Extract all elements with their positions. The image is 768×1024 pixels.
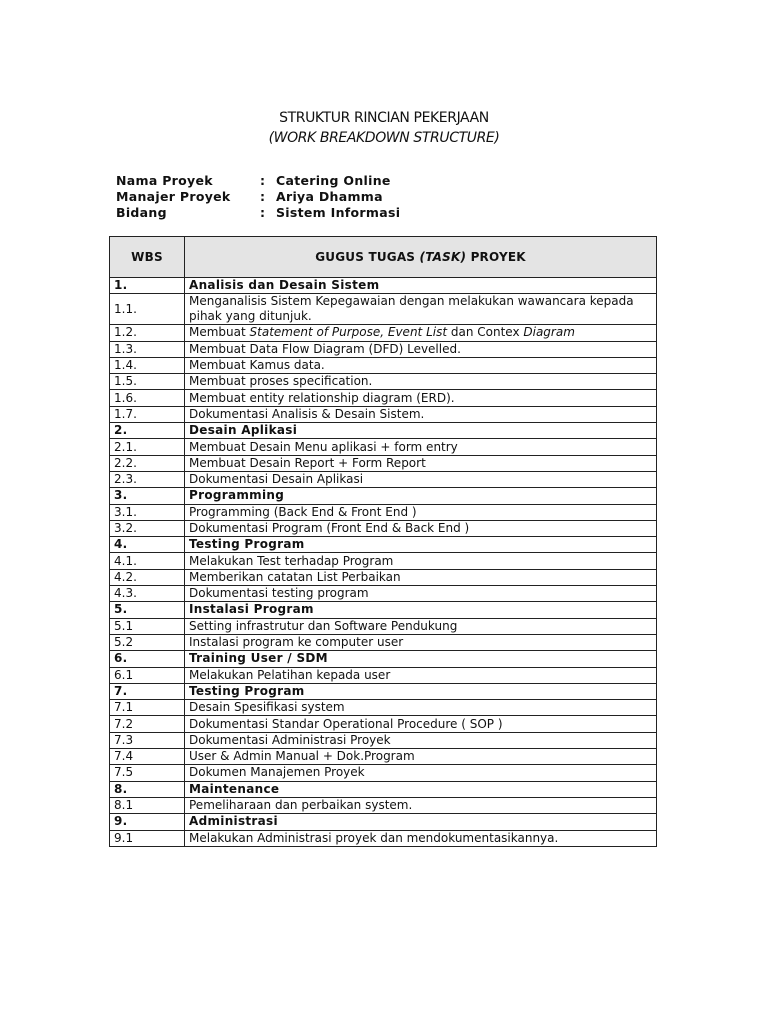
info-value: Ariya Dhamma [276, 189, 383, 204]
task-text: Membuat [189, 325, 250, 340]
info-row-project-name [116, 173, 400, 189]
column-header-wbs: WBS [110, 237, 185, 278]
task-name: Melakukan Administrasi proyek dan mendokumentasikannya. [185, 830, 657, 846]
table-row [110, 341, 657, 357]
info-label: Manajer Proyek [116, 189, 231, 204]
table-row [110, 700, 657, 716]
wbs-code: 1.2. [110, 325, 185, 341]
task-name: Instalasi Program [185, 602, 657, 618]
wbs-code: 8. [110, 781, 185, 797]
table-row [110, 406, 657, 422]
task-text-italic: Diagram [523, 325, 575, 340]
task-name: Dokumentasi testing program [185, 586, 657, 602]
wbs-code: 1.3. [110, 341, 185, 357]
task-name [185, 325, 657, 341]
document-title: STRUKTUR RINCIAN PEKERJAAN [279, 110, 489, 126]
task-name: Dokumentasi Analisis & Desain Sistem. [185, 406, 657, 422]
table-row-group [110, 781, 657, 797]
task-name: Membuat Data Flow Diagram (DFD) Levelled. [185, 341, 657, 357]
task-name: Membuat proses specification. [185, 374, 657, 390]
table-row [110, 830, 657, 846]
table-row [110, 553, 657, 569]
task-name: Memberikan catatan List Perbaikan [185, 569, 657, 585]
task-name: Administrasi [185, 814, 657, 830]
task-name: Melakukan Test terhadap Program [185, 553, 657, 569]
column-header-task [185, 237, 657, 278]
column-header-task-italic: (TASK) [419, 249, 467, 264]
table-row [110, 520, 657, 536]
task-text: dan Contex [447, 325, 524, 340]
wbs-code: 1. [110, 278, 185, 294]
task-name: Maintenance [185, 781, 657, 797]
table-row [110, 357, 657, 373]
task-name: Instalasi program ke computer user [185, 634, 657, 650]
wbs-code: 5.2 [110, 634, 185, 650]
table-row-group [110, 602, 657, 618]
task-name: Setting infrastrutur dan Software Pendukung [185, 618, 657, 634]
wbs-code: 4.2. [110, 569, 185, 585]
task-name: Testing Program [185, 537, 657, 553]
task-name: Dokumentasi Administrasi Proyek [185, 732, 657, 748]
wbs-code: 4.1. [110, 553, 185, 569]
wbs-table [109, 236, 657, 847]
table-row [110, 569, 657, 585]
task-name: Melakukan Pelatihan kepada user [185, 667, 657, 683]
table-header-row [110, 237, 657, 278]
info-value: Sistem Informasi [276, 205, 401, 220]
info-value: Catering Online [276, 173, 391, 188]
task-name: Testing Program [185, 683, 657, 699]
task-name: Analisis dan Desain Sistem [185, 278, 657, 294]
project-info [116, 173, 400, 221]
task-name: Dokumentasi Desain Aplikasi [185, 471, 657, 487]
table-row [110, 325, 657, 341]
wbs-code: 7.3 [110, 732, 185, 748]
table-row-group [110, 488, 657, 504]
info-row-field [116, 205, 400, 221]
wbs-code: 1.7. [110, 406, 185, 422]
wbs-code: 7.5 [110, 765, 185, 781]
table-row [110, 294, 657, 325]
table-row-group [110, 651, 657, 667]
table-row [110, 667, 657, 683]
task-name: Dokumentasi Program (Front End & Back End ) [185, 520, 657, 536]
table-row-group [110, 423, 657, 439]
task-name: Programming [185, 488, 657, 504]
info-row-project-manager [116, 189, 400, 205]
table-row [110, 765, 657, 781]
info-colon: : [260, 173, 266, 188]
task-name: Desain Aplikasi [185, 423, 657, 439]
wbs-code: 9.1 [110, 830, 185, 846]
table-row [110, 749, 657, 765]
table-row [110, 618, 657, 634]
table-row-group [110, 683, 657, 699]
wbs-code: 4. [110, 537, 185, 553]
wbs-code: 7.4 [110, 749, 185, 765]
table-row [110, 586, 657, 602]
table-row [110, 797, 657, 813]
wbs-code: 7.2 [110, 716, 185, 732]
wbs-code: 1.4. [110, 357, 185, 373]
task-name: Membuat Desain Report + Form Report [185, 455, 657, 471]
table-row-group [110, 814, 657, 830]
wbs-code: 2.3. [110, 471, 185, 487]
task-name: Programming (Back End & Front End ) [185, 504, 657, 520]
table-row [110, 634, 657, 650]
task-name: Menganalisis Sistem Kepegawaian dengan melakukan wawancara kepada pihak yang ditunjuk. [185, 294, 657, 325]
column-header-task-suffix: PROYEK [466, 249, 526, 264]
wbs-code: 4.3. [110, 586, 185, 602]
task-name: User & Admin Manual + Dok.Program [185, 749, 657, 765]
table-row-group [110, 537, 657, 553]
info-label: Bidang [116, 205, 167, 220]
wbs-code: 6.1 [110, 667, 185, 683]
wbs-code: 7. [110, 683, 185, 699]
table-row [110, 455, 657, 471]
task-name: Desain Spesifikasi system [185, 700, 657, 716]
table-row [110, 374, 657, 390]
table-row-group [110, 278, 657, 294]
info-colon: : [260, 189, 266, 204]
task-name: Membuat Kamus data. [185, 357, 657, 373]
document-subtitle: (WORK BREAKDOWN STRUCTURE) [268, 130, 500, 146]
table-row [110, 439, 657, 455]
wbs-code: 5.1 [110, 618, 185, 634]
info-colon: : [260, 205, 266, 220]
wbs-code: 2.1. [110, 439, 185, 455]
task-name: Membuat Desain Menu aplikasi + form entry [185, 439, 657, 455]
task-name: Training User / SDM [185, 651, 657, 667]
wbs-code: 6. [110, 651, 185, 667]
table-row [110, 732, 657, 748]
task-text-italic: Statement of Purpose, Event List [249, 325, 448, 340]
wbs-code: 3.2. [110, 520, 185, 536]
wbs-code: 1.5. [110, 374, 185, 390]
wbs-code: 3. [110, 488, 185, 504]
table-row [110, 504, 657, 520]
wbs-code: 8.1 [110, 797, 185, 813]
wbs-code: 7.1 [110, 700, 185, 716]
wbs-code: 5. [110, 602, 185, 618]
wbs-code: 1.6. [110, 390, 185, 406]
table-row [110, 716, 657, 732]
wbs-code: 9. [110, 814, 185, 830]
wbs-code: 2. [110, 423, 185, 439]
table-row [110, 471, 657, 487]
info-label: Nama Proyek [116, 173, 213, 188]
column-header-task-prefix: GUGUS TUGAS [315, 249, 420, 264]
task-name: Dokumen Manajemen Proyek [185, 765, 657, 781]
wbs-code: 1.1. [110, 294, 185, 325]
task-name: Dokumentasi Standar Operational Procedure ( SOP ) [185, 716, 657, 732]
wbs-code: 2.2. [110, 455, 185, 471]
task-name: Membuat entity relationship diagram (ERD). [185, 390, 657, 406]
task-name: Pemeliharaan dan perbaikan system. [185, 797, 657, 813]
table-row [110, 390, 657, 406]
wbs-code: 3.1. [110, 504, 185, 520]
